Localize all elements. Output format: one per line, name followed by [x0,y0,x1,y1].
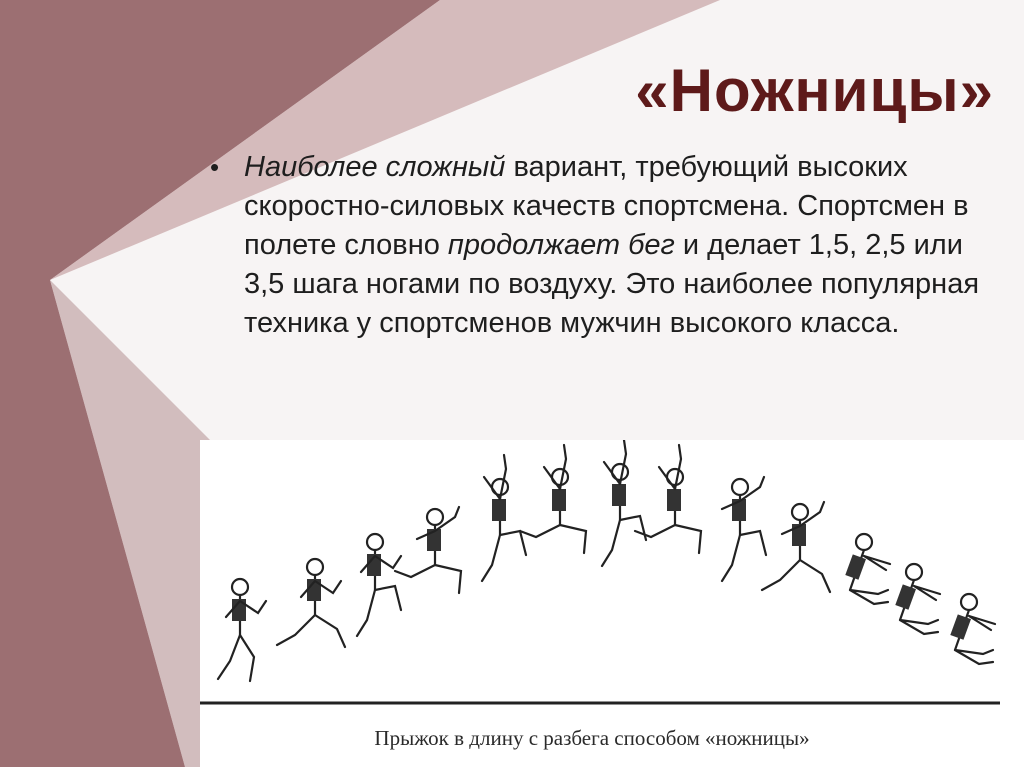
athlete-figure [277,559,345,647]
bullet-icon: • [210,152,220,182]
jump-illustration [200,440,1024,767]
athlete-figure [895,564,940,634]
emphasis-continues-running: продолжает бег [447,229,675,261]
paragraph-segment-2: и делает 1,5, 2,5 или 3,5 шага ногами по воздуху. Это наиболее популярная техника у спортсменов мужчин высокого класса. [244,229,980,339]
slide-title: «Ножницы» [635,57,994,124]
paragraph-text [244,148,990,343]
athlete-figure [762,502,830,592]
athlete-figure [357,534,401,636]
jump-phases-drawing [200,440,1024,720]
athlete-figure [482,455,526,581]
bullet-paragraph [210,148,990,343]
athlete-figure [722,477,766,581]
athlete-figure [950,594,995,664]
figure-caption: Прыжок в длину с разбега способом «ножницы» [374,726,810,750]
athlete-figure [520,445,586,553]
athlete-figure [218,579,266,681]
paragraph-segment-1: вариант, требующий высоких скоростно-силовых качеств спортсмена. Спортсмен в полете словно [244,151,969,261]
athlete-figure [602,440,646,566]
athlete-figure [845,534,890,604]
athlete-figure [395,507,461,593]
emphasis-hardest-variant: Наиболее сложный [244,151,506,183]
